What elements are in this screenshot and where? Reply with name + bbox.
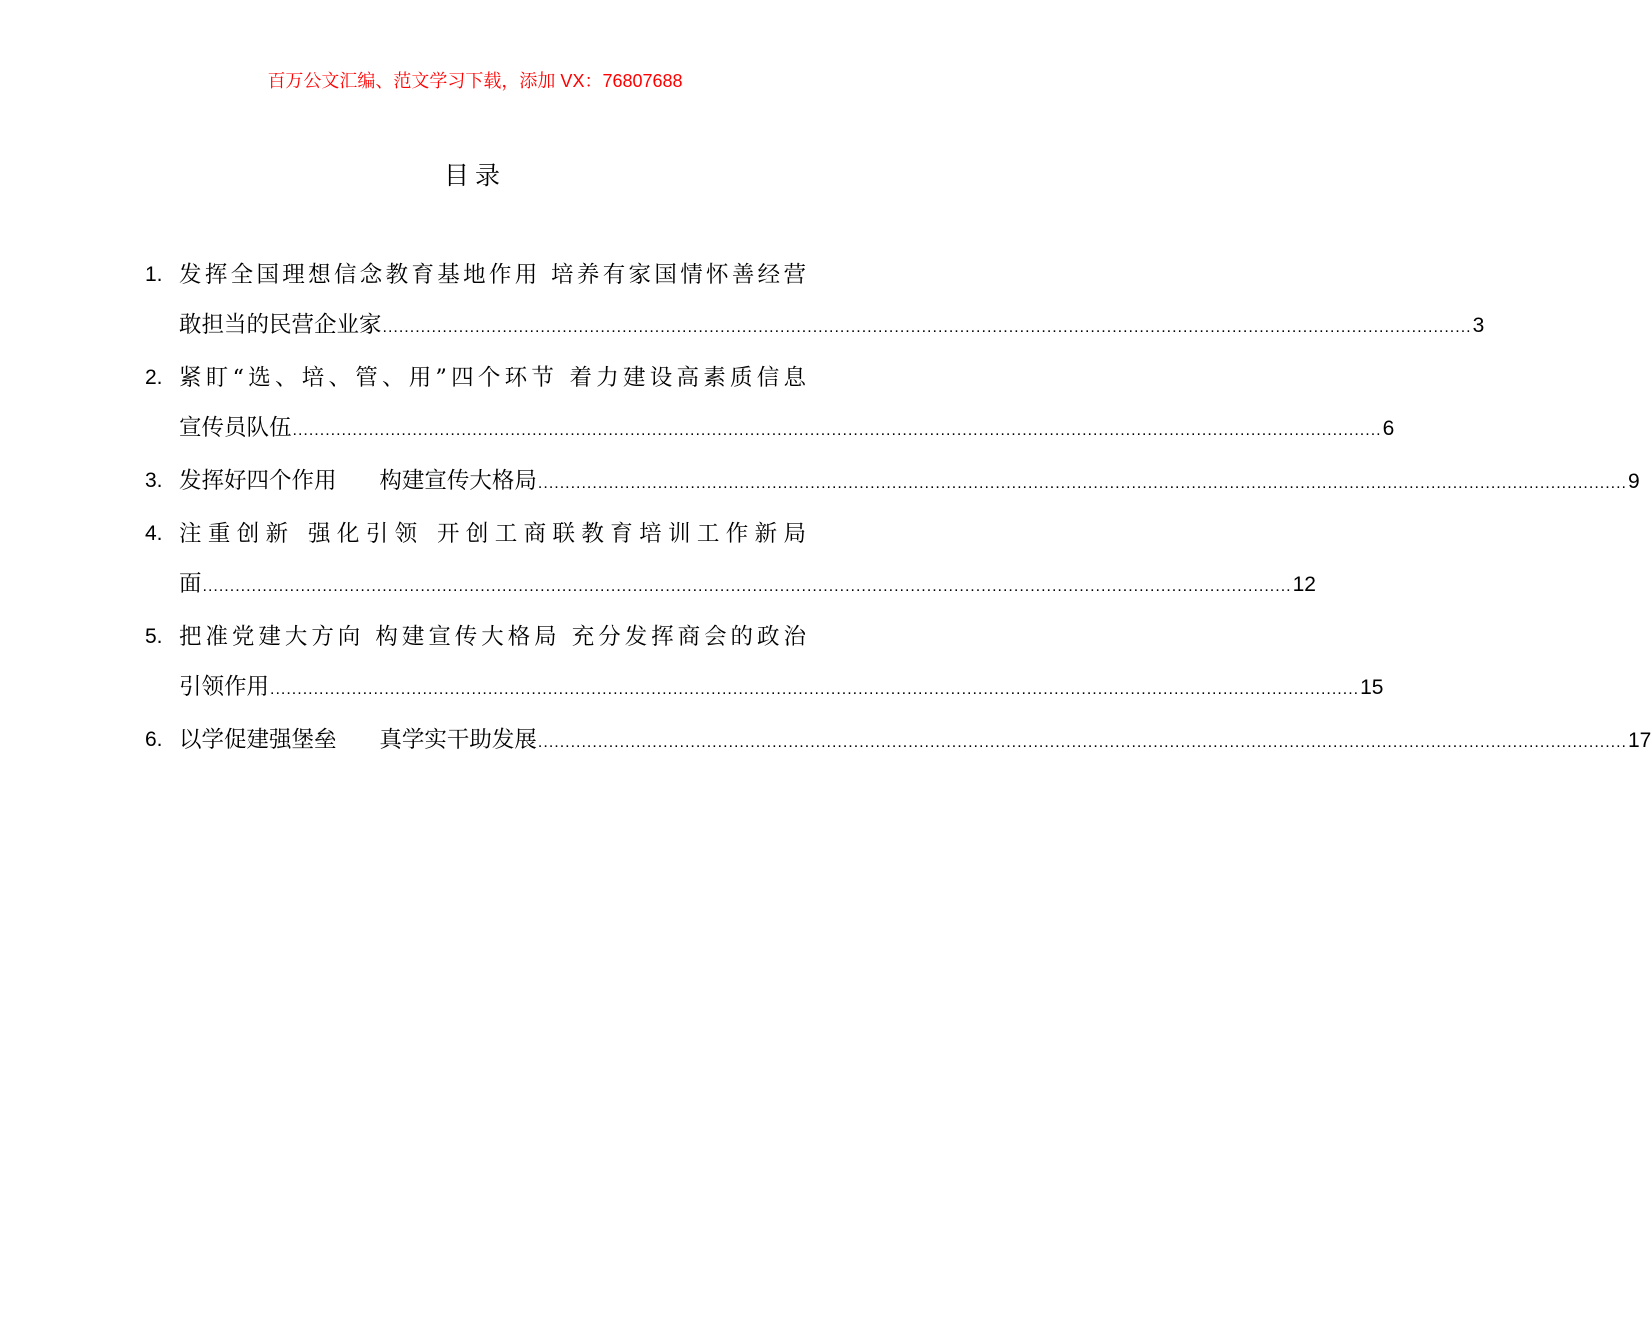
toc-entry-title-line: 宣传员队伍 (179, 415, 292, 441)
toc-leader-dots: ........................................................................................................................................................................................................ (202, 578, 1292, 595)
toc-entry-title-line: 发挥好四个作用 构建宣传大格局 (179, 468, 537, 494)
toc-entry-page: 9 (1627, 470, 1640, 493)
toc-entry-5[interactable] (145, 612, 1384, 715)
toc-entry-page: 6 (1382, 417, 1395, 440)
toc-entry-page: 12 (1292, 573, 1316, 596)
toc-entry-title-line: 敢担当的民营企业家 (179, 312, 382, 338)
toc-title: 目录 (443, 161, 506, 190)
toc-entry-title-line: 面 (179, 571, 202, 597)
toc-leader-dots: ........................................................................................................................................................................................................ (270, 681, 1360, 698)
header-notice: 百万公文汇编、范文学习下载，添加 VX：76807688 (267, 71, 683, 91)
toc-leader-dots: ........................................................................................................................................................................................................ (537, 734, 1627, 751)
toc-entry-page: 3 (1472, 314, 1485, 337)
toc-entry-3[interactable] (145, 456, 1640, 509)
toc-leader-dots: ........................................................................................................................................................................................................ (292, 422, 1382, 439)
toc-leader-dots: ........................................................................................................................................................................................................ (382, 319, 1472, 336)
toc-entry-1[interactable] (145, 250, 1485, 353)
toc-entry-page: 15 (1360, 676, 1384, 699)
toc-entry-number: 4. (145, 522, 163, 545)
toc-entry-page: 17 (1627, 729, 1651, 752)
toc-entry-title-line: 以学促建强堡垒 真学实干助发展 (179, 727, 537, 753)
toc-entry-number: 2. (145, 366, 163, 389)
toc-entry-number: 1. (145, 263, 163, 286)
table-of-contents (145, 250, 1651, 768)
toc-entry-title-line: 发挥全国理想信念教育基地作用 培养有家国情怀善经营 (179, 262, 806, 288)
toc-entry-number: 5. (145, 625, 163, 648)
toc-leader-dots: ........................................................................................................................................................................................................ (537, 475, 1627, 492)
toc-entry-6[interactable] (145, 715, 1651, 768)
toc-entry-4[interactable] (145, 509, 1316, 612)
toc-entry-title-line: 注重创新 强化引领 开创工商联教育培训工作新局 (179, 521, 806, 547)
toc-entry-title-line: 把准党建大方向 构建宣传大格局 充分发挥商会的政治 (179, 624, 806, 650)
toc-entry-number: 3. (145, 469, 163, 492)
toc-entry-number: 6. (145, 728, 163, 751)
toc-entry-2[interactable] (145, 353, 1395, 456)
toc-entry-title-line: 引领作用 (179, 674, 270, 700)
toc-entry-title-line: 紧盯“选、培、管、用”四个环节 着力建设高素质信息 (179, 365, 806, 391)
